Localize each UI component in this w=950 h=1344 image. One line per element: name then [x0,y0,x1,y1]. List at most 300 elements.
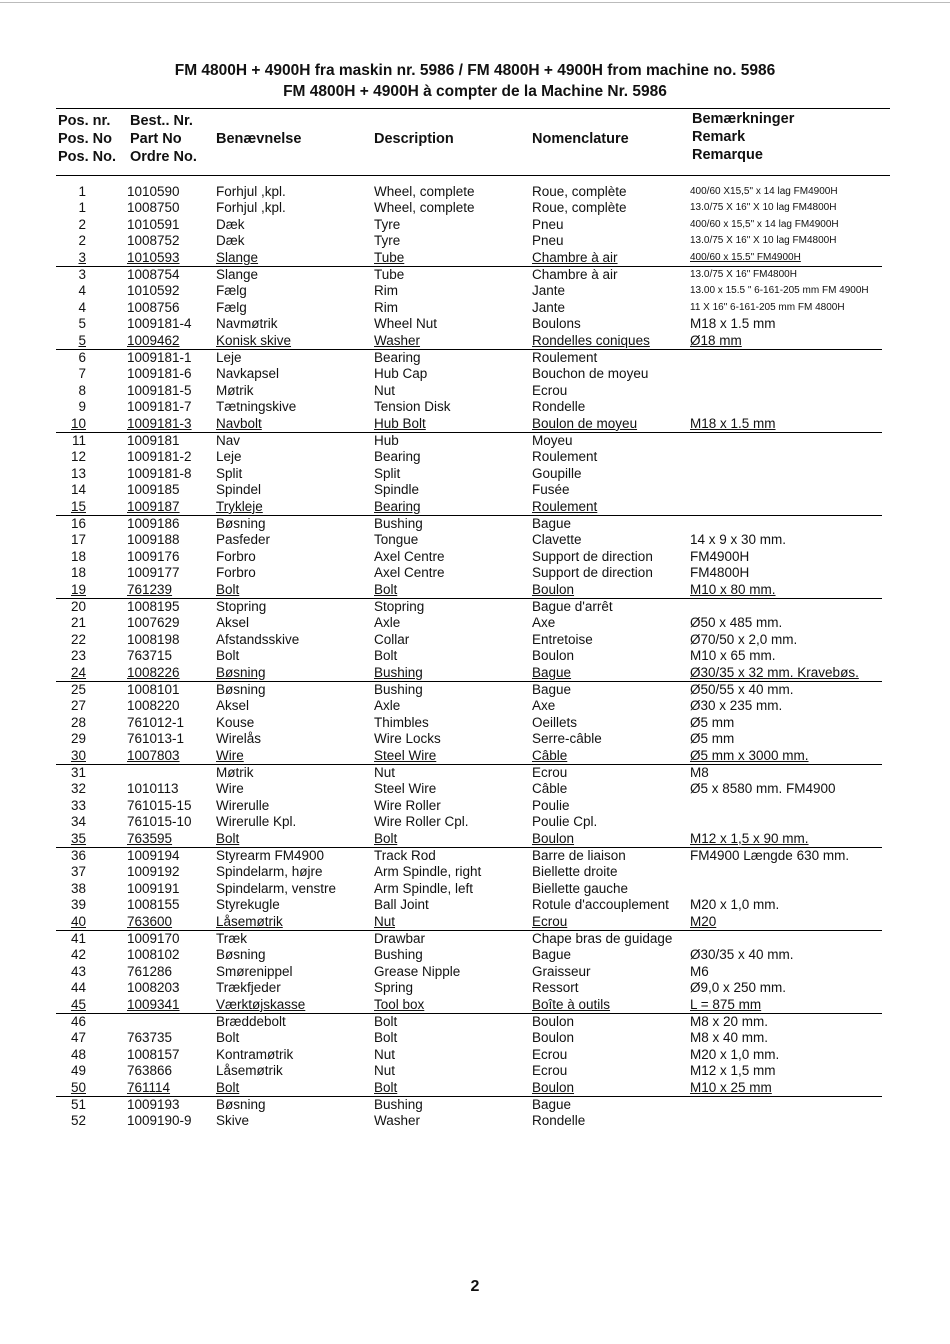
english-cell: Wire Roller [374,797,441,813]
header-top-rule [56,108,890,109]
table-row [0,947,950,964]
pos-cell: 16 [70,515,86,531]
table-row [0,715,950,732]
english-cell: Tyre [374,233,401,249]
pos-cell: 30 [70,747,86,763]
pos-cell: 19 [70,581,86,597]
pos-cell: 32 [70,781,86,797]
part-no-cell: 763715 [127,648,173,664]
table-row [0,831,950,848]
remark-cell: M8 [690,764,709,780]
remark-cell: 400/60 X15,5" x 14 lag FM4900H [690,185,838,197]
english-cell: Steel Wire [374,747,437,763]
remark-cell: M18 x 1.5 mm [690,316,776,332]
danish-cell: Forhjul ,kpl. [216,200,286,216]
remark-cell: M8 x 20 mm. [690,1013,769,1029]
english-cell: Bushing [374,947,423,963]
danish-cell: Værktøjskasse [216,996,306,1012]
danish-cell: Styrearm FM4900 [216,847,325,863]
table-row [0,632,950,649]
danish-cell: Navmøtrik [216,316,278,332]
part-no-cell: 1008203 [127,980,180,996]
table-row [0,283,950,300]
table-row [0,267,950,284]
table-row [0,482,950,499]
table-row [0,599,950,616]
danish-cell: Bræddebolt [216,1013,286,1029]
french-cell: Chambre à air [532,266,618,282]
header-english: Description [374,131,454,147]
remark-cell: M20 x 1,0 mm. [690,897,780,913]
table-row [0,532,950,549]
remark-cell: 14 x 9 x 30 mm. [690,532,787,548]
english-cell: Tension Disk [374,399,451,415]
pos-cell: 1 [78,200,86,216]
part-no-cell: 1008195 [127,598,180,614]
french-cell: Axe [532,698,556,714]
english-cell: Ball Joint [374,897,429,913]
english-cell: Washer [374,332,421,348]
danish-cell: Konisk skive [216,332,292,348]
part-no-cell: 1008155 [127,897,180,913]
english-cell: Steel Wire [374,781,437,797]
danish-cell: Kontramøtrik [216,1046,294,1062]
english-cell: Bearing [374,449,421,465]
pos-cell: 28 [70,714,86,730]
french-cell: Biellette gauche [532,880,629,896]
table-row [0,383,950,400]
french-cell: Boulon [532,1079,575,1095]
table-row [0,217,950,234]
english-cell: Hub Cap [374,366,428,382]
english-cell: Bushing [374,1096,423,1112]
danish-cell: Forbro [216,565,256,581]
page-top-border [0,2,950,3]
english-cell: Track Rod [374,847,436,863]
remark-cell: Ø9,0 x 250 mm. [690,980,787,996]
remark-cell: Ø70/50 x 2,0 mm. [690,631,798,647]
remark-cell: M8 x 40 mm. [690,1030,769,1046]
part-no-cell: 1008752 [127,233,180,249]
pos-cell: 36 [70,847,86,863]
part-no-cell: 761012-1 [127,714,185,730]
remark-cell: 13.0/75 X 16" FM4800H [690,268,797,280]
english-cell: Hub Bolt [374,415,426,431]
table-row [0,914,950,931]
pos-cell: 17 [70,532,86,548]
part-no-cell: 1010113 [127,781,179,797]
danish-cell: Bolt [216,1030,240,1046]
french-cell: Câble [532,781,568,797]
table-row [0,1097,950,1114]
pos-cell: 52 [70,1113,86,1129]
english-cell: Hub [374,432,399,448]
french-cell: Câble [532,747,568,763]
remark-cell: M20 x 1,0 mm. [690,1046,780,1062]
pos-cell: 4 [78,299,86,315]
danish-cell: Skive [216,1113,250,1129]
table-row [0,980,950,997]
table-row [0,848,950,865]
table-row [0,549,950,566]
french-cell: Roue, complète [532,183,627,199]
table-row [0,1113,950,1130]
danish-cell: Smørenippel [216,963,293,979]
french-cell: Boulons [532,316,581,332]
part-no-cell: 1009193 [127,1096,180,1112]
part-no-cell: 763866 [127,1063,173,1079]
part-no-cell: 1009181-1 [127,349,192,365]
french-cell: Bague [532,947,572,963]
table-row [0,350,950,367]
english-cell: Tube [374,249,405,265]
french-cell: Bague d'arrêt [532,598,613,614]
part-no-cell: 761239 [127,581,173,597]
english-cell: Bolt [374,581,398,597]
french-cell: Boîte à outils [532,996,611,1012]
pos-cell: 34 [70,814,86,830]
pos-cell: 41 [70,930,86,946]
remark-cell: M18 x 1.5 mm [690,415,776,431]
french-cell: Fusée [532,482,570,498]
english-cell: Nut [374,913,396,929]
pos-cell: 6 [78,349,86,365]
remark-cell: Ø50/55 x 40 mm. [690,681,794,697]
table-row [0,798,950,815]
table-row [0,449,950,466]
french-cell: Boulon [532,830,575,846]
part-no-cell: 1009462 [127,332,180,348]
english-cell: Tube [374,266,405,282]
pos-cell: 33 [70,797,86,813]
danish-cell: Navbolt [216,415,262,431]
pos-cell: 48 [70,1046,86,1062]
french-cell: Boulon [532,648,575,664]
danish-cell: Bøsning [216,664,266,680]
pos-cell: 7 [78,366,86,382]
french-cell: Chape bras de guidage [532,930,673,946]
danish-cell: Bøsning [216,947,266,963]
danish-cell: Tætningskive [216,399,297,415]
table-row [0,731,950,748]
table-row [0,1014,950,1031]
french-cell: Graisseur [532,963,591,979]
pos-cell: 24 [70,664,86,680]
table-row [0,466,950,483]
part-no-cell: 1009187 [127,498,180,514]
document-title-line-2: FM 4800H + 4900H à compter de la Machine Nr. 5986 [283,83,667,100]
english-cell: Bolt [374,1013,398,1029]
danish-cell: Fælg [216,283,247,299]
part-no-cell: 1010593 [127,249,180,265]
header-remark: Bemærkninger Remark Remarque [692,111,795,163]
english-cell: Thimbles [374,714,429,730]
remark-cell: 11 X 16" 6-161-205 mm FM 4800H [690,301,845,313]
header-bottom-rule [56,175,890,176]
french-cell: Entretoise [532,631,593,647]
danish-cell: Wirerulle Kpl. [216,814,297,830]
page-number: 2 [470,1278,480,1295]
remark-cell: FM4900 Længde 630 mm. [690,847,850,863]
english-cell: Spring [374,980,414,996]
table-row [0,781,950,798]
part-no-cell: 1008754 [127,266,180,282]
french-cell: Pneu [532,233,564,249]
pos-cell: 21 [70,615,86,631]
english-cell: Bushing [374,664,423,680]
pos-cell: 15 [70,498,86,514]
pos-cell: 50 [70,1079,86,1095]
remark-cell: Ø30/35 x 32 mm. Kravebøs. [690,664,859,680]
english-cell: Axel Centre [374,548,445,564]
french-cell: Jante [532,283,566,299]
part-no-cell: 761015-10 [127,814,192,830]
danish-cell: Bolt [216,648,240,664]
pos-cell: 11 [71,432,86,448]
table-row [0,366,950,383]
pos-cell: 2 [78,233,86,249]
part-no-cell: 1008101 [127,681,180,697]
table-row [0,200,950,217]
pos-cell: 25 [70,681,86,697]
french-cell: Clavette [532,532,582,548]
french-cell: Ressort [532,980,579,996]
remark-cell: M10 x 80 mm. [690,581,776,597]
french-cell: Oeillets [532,714,578,730]
pos-cell: 40 [70,913,86,929]
french-cell: Rotule d'accouplement [532,897,669,913]
pos-cell: 18 [70,565,86,581]
part-no-cell: 1008756 [127,299,180,315]
part-no-cell: 761286 [127,963,173,979]
danish-cell: Pasfeder [216,532,271,548]
french-cell: Roulement [532,349,598,365]
danish-cell: Trykleje [216,498,263,514]
english-cell: Bolt [374,1030,398,1046]
french-cell: Ecrou [532,1063,568,1079]
pos-cell: 38 [70,880,86,896]
danish-cell: Dæk [216,216,245,232]
header-part-no: Best.. Nr. Part No Ordre No. [130,113,197,165]
part-no-cell: 1009188 [127,532,180,548]
english-cell: Wheel, complete [374,183,475,199]
pos-cell: 39 [70,897,86,913]
french-cell: Roulement [532,498,598,514]
pos-cell: 44 [70,980,86,996]
english-cell: Axle [374,615,401,631]
french-cell: Moyeu [532,432,573,448]
table-row [0,516,950,533]
english-cell: Spindle [374,482,420,498]
danish-cell: Træk [216,930,247,946]
pos-cell: 8 [78,382,86,398]
table-row [0,881,950,898]
english-cell: Wire Locks [374,731,441,747]
french-cell: Biellette droite [532,864,618,880]
french-cell: Boulon de moyeu [532,415,638,431]
remark-cell: Ø30/35 x 40 mm. [690,947,794,963]
danish-cell: Wirelås [216,731,262,747]
danish-cell: Bolt [216,830,240,846]
danish-cell: Nav [216,432,241,448]
part-no-cell: 1009181-5 [127,382,192,398]
part-no-cell: 1009181 [127,432,180,448]
pos-cell: 29 [70,731,86,747]
part-no-cell: 1008226 [127,664,180,680]
part-no-cell: 763595 [127,830,173,846]
pos-cell: 9 [78,399,86,415]
pos-cell: 42 [70,947,86,963]
part-no-cell: 1009192 [127,864,180,880]
remark-cell: M10 x 65 mm. [690,648,776,664]
remark-cell: M12 x 1,5 mm [690,1063,776,1079]
danish-cell: Wirerulle [216,797,270,813]
table-row [0,615,950,632]
english-cell: Wire Roller Cpl. [374,814,469,830]
remark-cell: FM4800H [690,565,750,581]
part-no-cell: 1010590 [127,183,180,199]
part-no-cell: 1009181-8 [127,465,192,481]
header-french: Nomenclature [532,131,629,147]
pos-cell: 1 [78,183,86,199]
danish-cell: Afstandsskive [216,631,300,647]
pos-cell: 27 [70,698,86,714]
french-cell: Support de direction [532,548,653,564]
part-no-cell: 1009181-3 [127,415,192,431]
french-cell: Chambre à air [532,249,618,265]
pos-cell: 13 [70,465,86,481]
part-no-cell: 1009341 [127,996,180,1012]
english-cell: Axle [374,698,401,714]
english-cell: Tool box [374,996,425,1012]
danish-cell: Split [216,465,243,481]
danish-cell: Fælg [216,299,247,315]
table-row [0,864,950,881]
french-cell: Boulon [532,1013,575,1029]
danish-cell: Møtrik [216,764,254,780]
english-cell: Nut [374,764,396,780]
english-cell: Drawbar [374,930,426,946]
remark-cell: FM4900H [690,548,750,564]
danish-cell: Møtrik [216,382,254,398]
remark-cell: Ø5 mm [690,731,735,747]
english-cell: Rim [374,283,398,299]
french-cell: Goupille [532,465,582,481]
part-no-cell: 1010592 [127,283,180,299]
english-cell: Bolt [374,648,398,664]
remark-cell: Ø5 mm [690,714,735,730]
remark-cell: Ø5 mm x 3000 mm. [690,747,809,763]
remark-cell: L = 875 mm [690,996,762,1012]
part-no-cell: 1009181-2 [127,449,192,465]
french-cell: Bague [532,664,572,680]
document-title-line-1: FM 4800H + 4900H fra maskin nr. 5986 / FM 4800H + 4900H from machine no. 5986 [174,62,776,79]
english-cell: Collar [374,631,410,647]
pos-cell: 35 [70,830,86,846]
danish-cell: Slange [216,249,259,265]
english-cell: Nut [374,1063,396,1079]
danish-cell: Wire [216,781,244,797]
part-no-cell: 1009194 [127,847,180,863]
table-row [0,1063,950,1080]
danish-cell: Bøsning [216,1096,266,1112]
table-row [0,399,950,416]
table-row [0,233,950,250]
part-no-cell: 1009185 [127,482,180,498]
table-row [0,565,950,582]
part-no-cell: 1009176 [127,548,180,564]
french-cell: Jante [532,299,566,315]
pos-cell: 49 [70,1063,86,1079]
remark-cell: M6 [690,963,709,979]
remark-cell: M12 x 1,5 x 90 mm. [690,830,809,846]
remark-cell: M20 [690,913,717,929]
danish-cell: Spindel [216,482,262,498]
danish-cell: Slange [216,266,259,282]
pos-cell: 45 [70,996,86,1012]
english-cell: Axel Centre [374,565,445,581]
pos-cell: 12 [70,449,86,465]
english-cell: Arm Spindle, right [374,864,482,880]
french-cell: Pneu [532,216,564,232]
part-no-cell: 1008750 [127,200,180,216]
english-cell: Wheel Nut [374,316,438,332]
french-cell: Support de direction [532,565,653,581]
danish-cell: Låsemøtrik [216,913,283,929]
french-cell: Rondelle [532,1113,586,1129]
danish-cell: Aksel [216,698,250,714]
french-cell: Rondelle [532,399,586,415]
part-no-cell: 1009181-4 [127,316,192,332]
remark-cell: Ø5 x 8580 mm. FM4900 [690,781,836,797]
remark-cell: 13.0/75 X 16" X 10 lag FM4800H [690,235,837,247]
french-cell: Bague [532,515,572,531]
table-row [0,1047,950,1064]
french-cell: Bague [532,1096,572,1112]
table-row [0,748,950,765]
french-cell: Ecrou [532,913,568,929]
danish-cell: Dæk [216,233,245,249]
part-no-cell: 1009181-6 [127,366,192,382]
remark-cell: 13.0/75 X 16" X 10 lag FM4800H [690,202,837,214]
table-row [0,698,950,715]
pos-cell: 37 [70,864,86,880]
table-row [0,1030,950,1047]
part-no-cell: 763735 [127,1030,173,1046]
danish-cell: Navkapsel [216,366,280,382]
english-cell: Tongue [374,532,419,548]
part-no-cell: 1009177 [127,565,180,581]
part-no-cell: 1009191 [127,880,180,896]
english-cell: Bushing [374,515,423,531]
danish-cell: Bolt [216,581,240,597]
pos-cell: 5 [78,316,86,332]
table-row [0,765,950,782]
part-no-cell: 1008198 [127,631,180,647]
pos-cell: 23 [70,648,86,664]
danish-cell: Kouse [216,714,255,730]
pos-cell: 14 [70,482,86,498]
remark-cell: 13.00 x 15.5 " 6-161-205 mm FM 4900H [690,285,869,297]
danish-cell: Styrekugle [216,897,280,913]
english-cell: Rim [374,299,398,315]
pos-cell: 3 [78,249,86,265]
table-row [0,814,950,831]
french-cell: Rondelles coniques [532,332,650,348]
danish-cell: Spindelarm, venstre [216,880,337,896]
part-no-cell: 1007803 [127,747,180,763]
french-cell: Ecrou [532,382,568,398]
